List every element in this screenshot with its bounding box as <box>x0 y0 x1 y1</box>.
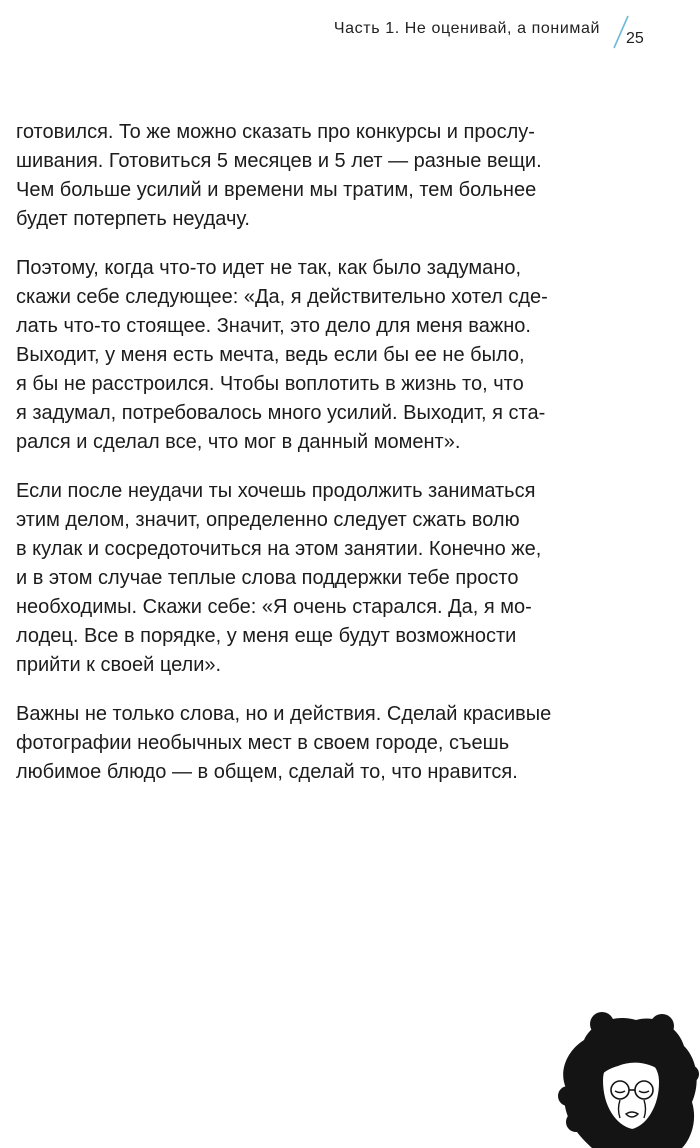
paragraph-3: Если после неудачи ты хочешь продолжить заниматься этим делом, значит, определенно следует сжать волю в кулак и сосредоточиться на этом занятии. Конечно же, и в этом случае теплые слова поддержки тебе просто необходимы. Скажи себе: «Я очень старался. Да, я мо- лодец. Все в порядке, у меня еще будут возможности прийти к своей цели». <box>16 480 542 676</box>
running-title: Часть 1. Не оценивай, а понимай <box>333 20 600 37</box>
body-text <box>16 118 600 807</box>
paragraph-4: Важны не только слова, но и действия. Сделай красивые фотографии необычных мест в своем городе, съешь любимое блюдо — в общем, сделай то, что нравится. <box>16 703 552 783</box>
page-header <box>0 14 700 54</box>
paragraph-2: Поэтому, когда что-то идет не так, как было задумано, скажи себе следующее: «Да, я действительно хотел сде- лать что-то стоящее. Значит, это дело для меня важно. Выходит, у меня есть мечта, ведь если бы ее не было, я бы не расстроился. Чтобы воплотить в жизнь то, что я задумал, потребовалось много усилий. Выходит, я ста- рался и сделал все, что мог в данный момент». <box>16 257 548 453</box>
paragraph-1: готовился. То же можно сказать про конкурсы и прослу- шивания. Готовиться 5 месяцев и 5 лет — разные вещи. Чем больше усилий и времени мы тратим, тем больнее будет потерпеть неудачу. <box>16 121 542 230</box>
crying-girl-illustration-icon <box>552 1010 700 1148</box>
page-number: 25 <box>626 30 644 47</box>
